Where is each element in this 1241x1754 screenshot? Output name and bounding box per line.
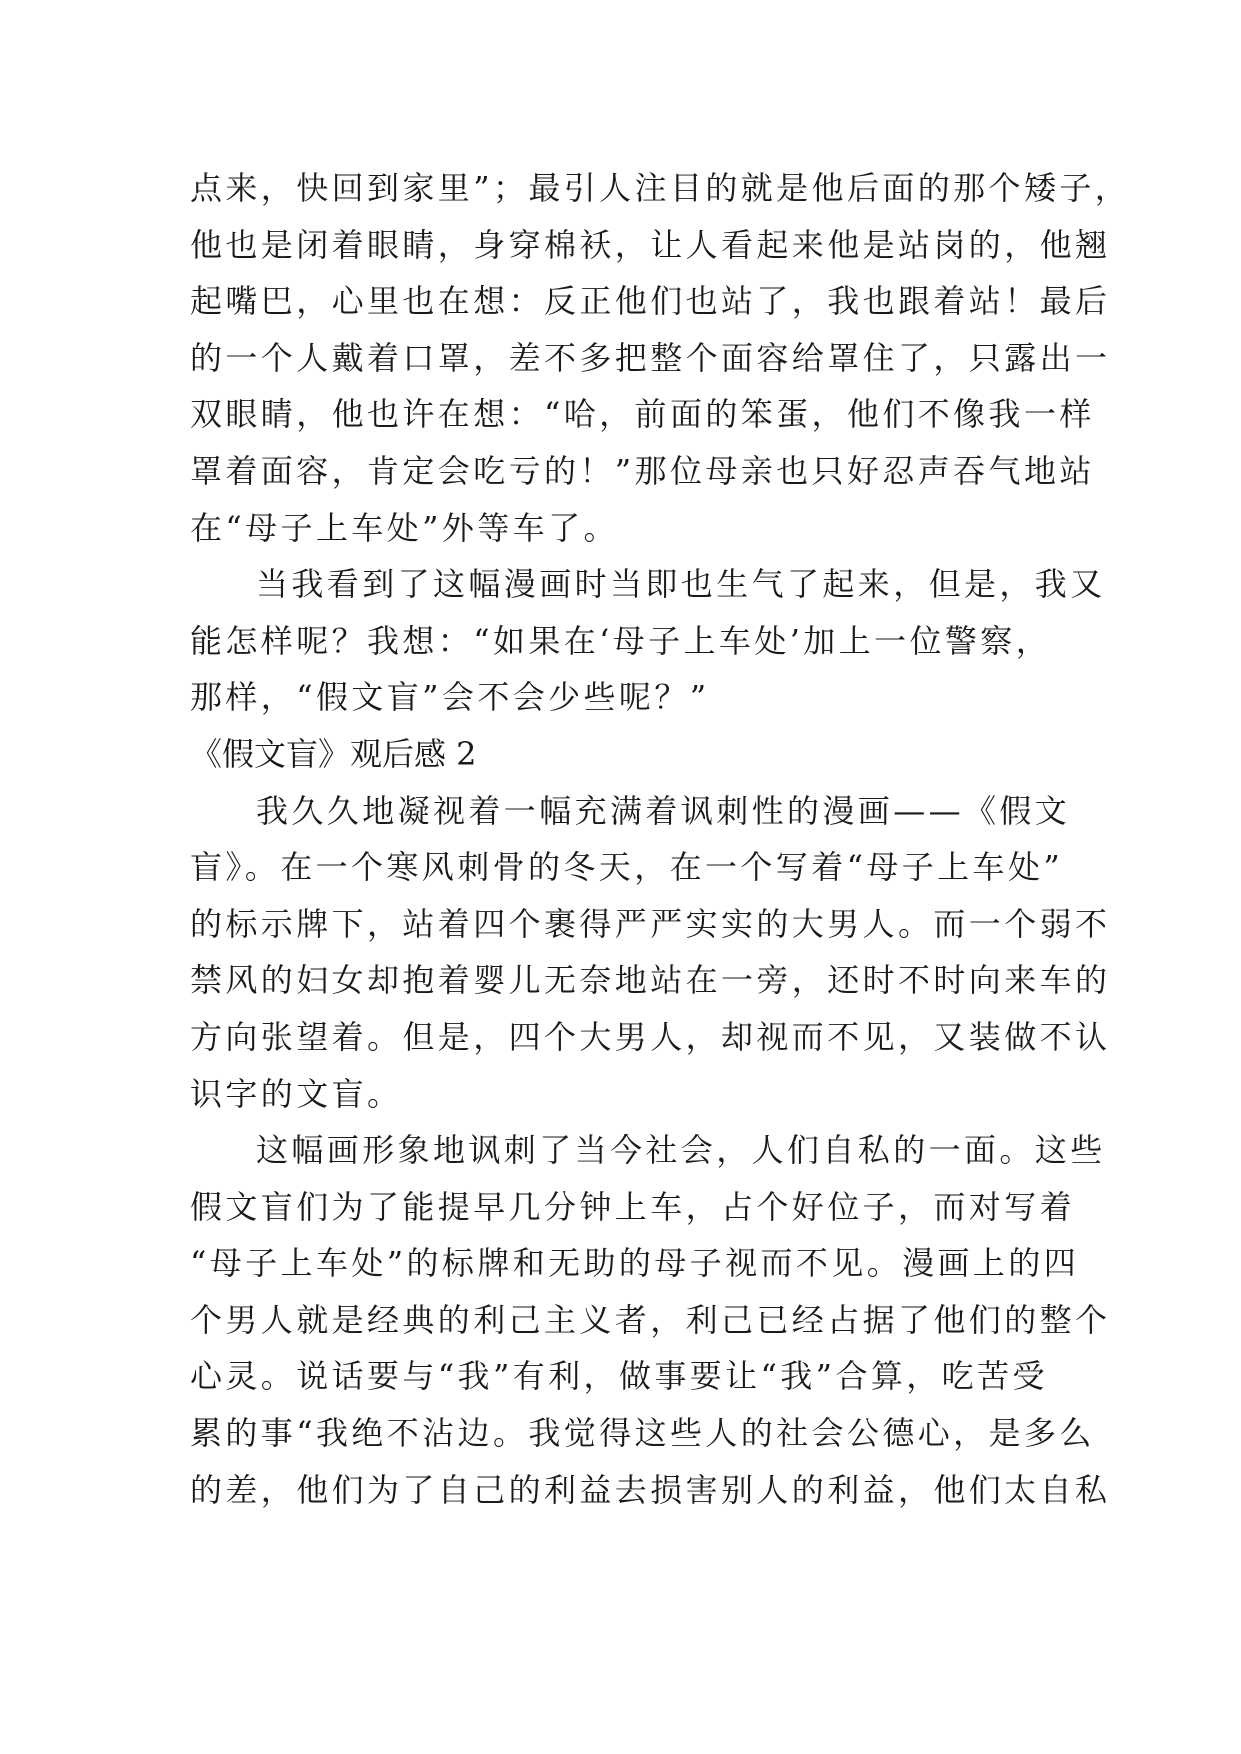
paragraph-line: 能怎样呢？我想：“如果在‘母子上车处’加上一位警察， bbox=[190, 621, 1052, 660]
paragraph bbox=[190, 783, 1111, 1123]
paragraph-line: 他也是闭着眼睛，身穿棉袄，让人看起来他是站岗的，他翘 bbox=[190, 225, 1111, 264]
paragraph-line: 双眼睛，他也许在想：“哈，前面的笨蛋，他们不像我一样 bbox=[190, 395, 1095, 434]
paragraph-line: 盲》。在一个寒风刺骨的冬天，在一个写着“母子上车处” bbox=[190, 848, 1064, 887]
paragraph-line: 在“母子上车处”外等车了。 bbox=[190, 508, 619, 547]
paragraph-line: 的一个人戴着口罩，差不多把整个面容给罩住了，只露出一 bbox=[190, 338, 1111, 377]
paragraph-line: 假文盲们为了能提早几分钟上车，占个好位子，而对写着 bbox=[190, 1187, 1076, 1226]
paragraph-line: “母子上车处”的标牌和无助的母子视而不见。漫画上的四 bbox=[190, 1244, 1080, 1283]
section-heading: 《假文盲》观后感 2 bbox=[190, 734, 477, 773]
paragraph bbox=[190, 160, 1131, 556]
paragraph-line: 累的事“我绝不沾边。我觉得这些人的社会公德心，是多么 bbox=[190, 1414, 1095, 1453]
paragraph-line: 禁风的妇女却抱着婴儿无奈地站在一旁，还时不时向来车的 bbox=[190, 961, 1111, 1000]
document-body bbox=[190, 160, 1131, 1518]
paragraph-line: 当我看到了这幅漫画时当即也生气了起来，但是，我又 bbox=[256, 565, 1106, 604]
paragraph-line: 方向张望着。但是，四个大男人，却视而不见，又装做不认 bbox=[190, 1017, 1111, 1056]
paragraph-line: 心灵。说话要与“我”有利，做事要让“我”合算，吃苦受 bbox=[190, 1357, 1048, 1396]
paragraph-line: 的差，他们为了自己的利益去损害别人的利益，他们太自私 bbox=[190, 1470, 1111, 1509]
paragraph-line: 识字的文盲。 bbox=[190, 1074, 403, 1113]
paragraph-line: 那样，“假文盲”会不会少些呢？” bbox=[190, 678, 710, 717]
paragraph-line: 的标示牌下，站着四个裹得严严实实的大男人。而一个弱不 bbox=[190, 904, 1111, 943]
paragraph-line: 我久久地凝视着一幅充满着讽刺性的漫画——《假文 bbox=[256, 791, 1071, 830]
paragraph-line: 个男人就是经典的利己主义者，利己已经占据了他们的整个 bbox=[190, 1300, 1111, 1339]
paragraph-line: 起嘴巴，心里也在想：反正他们也站了，我也跟着站！最后 bbox=[190, 282, 1111, 321]
paragraph bbox=[190, 556, 1106, 726]
paragraph-line: 这幅画形象地讽刺了当今社会，人们自私的一面。这些 bbox=[256, 1131, 1106, 1170]
paragraph-line: 点来，快回到家里”；最引人注目的就是他后面的那个矮子， bbox=[190, 169, 1131, 207]
paragraph bbox=[190, 1122, 1111, 1518]
paragraph-line: 罩着面容，肯定会吃亏的！”那位母亲也只好忍声吞气地站 bbox=[190, 451, 1095, 490]
